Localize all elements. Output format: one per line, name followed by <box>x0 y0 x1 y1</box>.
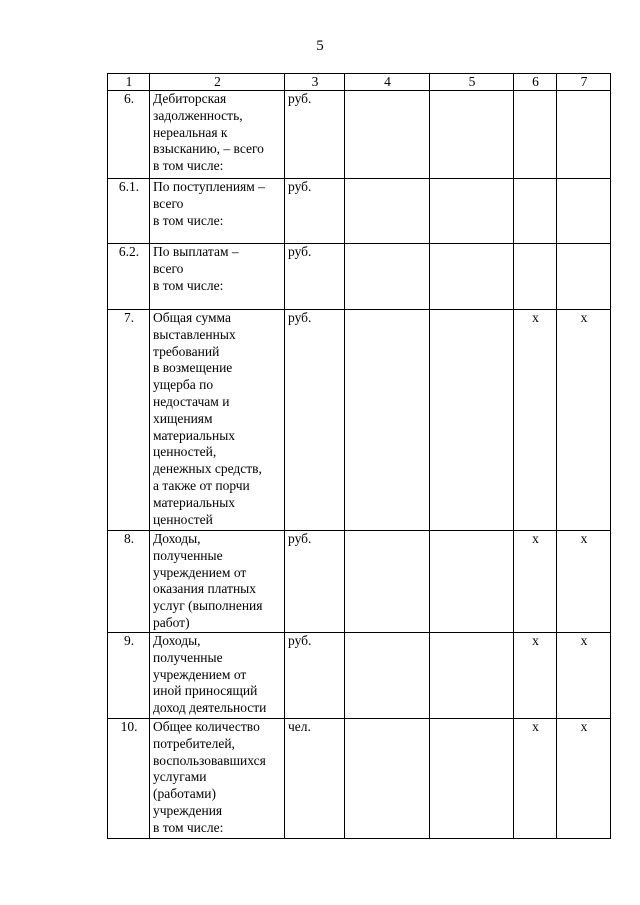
row-col4 <box>345 719 430 839</box>
row-number: 7. <box>108 310 150 531</box>
table-row <box>108 310 611 531</box>
row-col7 <box>557 244 611 310</box>
header-cell: 3 <box>285 74 345 91</box>
row-col5 <box>430 719 514 839</box>
row-unit: руб. <box>285 179 345 244</box>
row-col4 <box>345 179 430 244</box>
row-col7: х <box>557 719 611 839</box>
row-unit: руб. <box>285 633 345 719</box>
table-row <box>108 633 611 719</box>
table-row <box>108 179 611 244</box>
row-col6 <box>514 244 557 310</box>
row-unit: руб. <box>285 310 345 531</box>
table-row <box>108 91 611 179</box>
header-cell: 2 <box>150 74 285 91</box>
row-col6 <box>514 91 557 179</box>
row-number: 10. <box>108 719 150 839</box>
row-number: 6.2. <box>108 244 150 310</box>
header-cell: 1 <box>108 74 150 91</box>
row-col5 <box>430 531 514 633</box>
row-col4 <box>345 310 430 531</box>
row-number: 6. <box>108 91 150 179</box>
report-table <box>107 73 611 839</box>
row-col6: х <box>514 719 557 839</box>
row-col5 <box>430 244 514 310</box>
header-cell: 5 <box>430 74 514 91</box>
row-indicator-name: Дебиторская задолженность, нереальная к взысканию, – всего в том числе: <box>150 91 285 179</box>
row-col7: х <box>557 310 611 531</box>
row-unit: руб. <box>285 531 345 633</box>
row-col5 <box>430 91 514 179</box>
table-row <box>108 244 611 310</box>
row-unit: руб. <box>285 244 345 310</box>
row-col6: х <box>514 310 557 531</box>
row-indicator-name: Доходы, полученные учреждением от оказания платных услуг (выполнения работ) <box>150 531 285 633</box>
header-cell: 6 <box>514 74 557 91</box>
table-row <box>108 531 611 633</box>
row-col6: х <box>514 633 557 719</box>
table-row <box>108 719 611 839</box>
row-col6 <box>514 179 557 244</box>
header-cell: 7 <box>557 74 611 91</box>
row-number: 8. <box>108 531 150 633</box>
row-col4 <box>345 91 430 179</box>
row-col4 <box>345 244 430 310</box>
row-indicator-name: Общая сумма выставленных требований в возмещение ущерба по недостачам и хищениям материальных ценностей, денежных средств, а также от порчи материальных ценностей <box>150 310 285 531</box>
row-unit: чел. <box>285 719 345 839</box>
row-unit: руб. <box>285 91 345 179</box>
row-indicator-name: По выплатам – всего в том числе: <box>150 244 285 310</box>
row-col5 <box>430 310 514 531</box>
row-col7 <box>557 179 611 244</box>
row-col4 <box>345 531 430 633</box>
row-col4 <box>345 633 430 719</box>
row-number: 9. <box>108 633 150 719</box>
page-number: 5 <box>316 38 324 54</box>
row-indicator-name: Доходы, полученные учреждением от иной приносящий доход деятельности <box>150 633 285 719</box>
row-indicator-name: Общее количество потребителей, воспользовавшихся услугами (работами) учреждения в том числе: <box>150 719 285 839</box>
row-col7: х <box>557 531 611 633</box>
row-col6: х <box>514 531 557 633</box>
row-number: 6.1. <box>108 179 150 244</box>
row-col5 <box>430 633 514 719</box>
header-cell: 4 <box>345 74 430 91</box>
row-indicator-name: По поступлениям – всего в том числе: <box>150 179 285 244</box>
table-header-row <box>108 74 611 91</box>
row-col7 <box>557 91 611 179</box>
row-col5 <box>430 179 514 244</box>
row-col7: х <box>557 633 611 719</box>
